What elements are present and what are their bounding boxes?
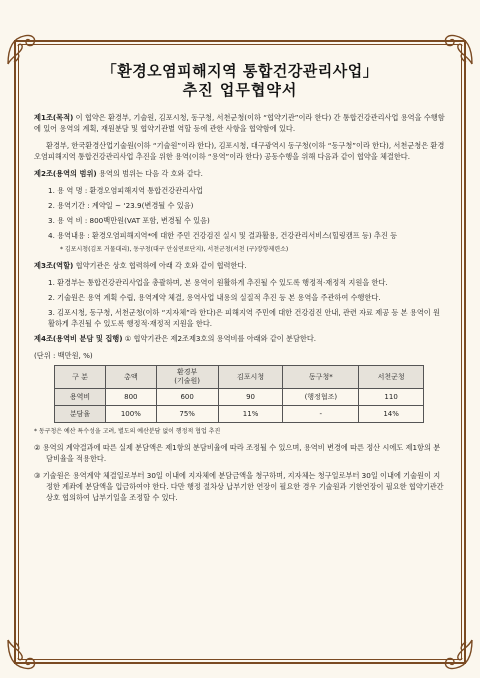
table-cell: -: [283, 406, 359, 423]
article-4-list: [34, 442, 446, 503]
column-header: 총액: [106, 366, 157, 389]
column-header: 동구청*: [283, 366, 359, 389]
article-3-list: [48, 277, 446, 329]
article-1-text: 이 협약은 환경부, 기술원, 김포시청, 동구청, 서천군청(이하 “협약기관”이라 한다) 간 통합건강관리사업 용역을 수행함에 있어 용역의 계획, 재원분담 및 협약기관별 역할 등에 관한 사항을 협약함에 있다.: [34, 113, 445, 133]
list-item: 2. 기술원은 용역 계획 수립, 용역계약 체결, 용역사업 내용의 실질적 추진 등 본 용역을 주관하여 수행한다.: [48, 293, 381, 302]
article-2-list: [48, 185, 446, 241]
article-3-heading: 제3조(역할): [34, 261, 74, 270]
table-row: [55, 389, 424, 406]
article-4-text: ① 협약기관은 제2조제3호의 용역비를 아래와 같이 분담한다.: [122, 334, 317, 343]
table-cell: 800: [106, 389, 157, 406]
article-4-heading: 제4조(용역비 분담 및 집행): [34, 334, 123, 343]
table-cell: 14%: [359, 406, 424, 423]
list-item: 3. 용 역 비 : 800백만원(VAT 포함, 변경될 수 있음): [48, 216, 210, 225]
list-item: ② 용역의 계약결과에 따른 실제 분담액은 제1항의 분담비율에 따라 조정될 수 있으며, 용역비 변경에 따른 정산 시에도 제1항의 분담비율을 적용한다.: [34, 443, 441, 463]
table-cell: 110: [359, 389, 424, 406]
corner-ornament-icon: [440, 638, 474, 672]
list-item: 2. 용역기간 : 계약일 ~ ‘23.9(변경될 수 있음): [48, 201, 194, 210]
footnote: * 동구청은 예산 특수성을 고려, 별도의 예산분담 없이 행정적 협업 추진: [34, 428, 221, 435]
unit-label: (단위 : 백만원, %): [34, 351, 93, 360]
article-2-text: 용역의 범위는 다음 각 호와 같다.: [96, 169, 203, 178]
table-header-row: [55, 366, 424, 389]
document-subtitle: 추진 업무협약서: [182, 81, 298, 99]
article-2: [34, 168, 446, 179]
list-item: 3. 김포시청, 동구청, 서천군청(이하 “지자체”라 한다)은 피해지역 주민에 대한 건강검진 안내, 관련 자료 제공 등 본 용역이 원활하게 추진될 수 있도록 행정적·재정적 지원을 한다.: [48, 308, 440, 328]
table-row: [55, 406, 424, 423]
list-item: 1. 용 역 명 : 환경오염피해지역 통합건강관리사업: [48, 186, 203, 195]
article-2-heading: 제2조(용역의 범위): [34, 169, 97, 178]
corner-ornament-icon: [6, 638, 40, 672]
list-item: ③ 기술원은 용역계약 체결일로부터 30일 이내에 지자체에 분담금액을 청구하며, 지자체는 청구일로부터 30일 이내에 기술원이 지정한 계좌에 분담액을 입금하여야 한다. 다만 행정 절차상 납부기한 연장이 필요한 경우 기술원과 기한연장이 필요한 협약기관간 상호 협의하여 납부기일을 조정할 수 있다.: [34, 471, 444, 502]
budget-table: [54, 365, 424, 423]
table-cell: 11%: [218, 406, 283, 423]
footnote: * 김포시청(김포 거물대리), 동구청(대구 안심연료단지), 서천군청(서천 (구)장항제련소): [60, 246, 289, 253]
column-header: 환경부 (기술원): [156, 366, 218, 389]
list-item: 4. 용역내용 : 환경오염피해지역*에 대한 주민 건강검진 실시 및 결과활용, 건강관리서비스(힐링캠프 등) 추진 등: [48, 231, 398, 240]
document-title: 「환경오염피해지역 통합건강관리사업」: [101, 62, 379, 80]
article-1-heading: 제1조(목적): [34, 113, 74, 122]
table-cell: 용역비: [55, 389, 106, 406]
table-cell: 600: [156, 389, 218, 406]
article-3-text: 협약기관은 상호 협력하에 아래 각 호와 같이 협력한다.: [73, 261, 247, 270]
table-cell: 75%: [156, 406, 218, 423]
table-cell: 90: [218, 389, 283, 406]
table-cell: 100%: [106, 406, 157, 423]
article-3: [34, 260, 446, 271]
document-body: [34, 52, 446, 509]
column-header: 김포시청: [218, 366, 283, 389]
table-cell: 분담율: [55, 406, 106, 423]
article-1: [34, 112, 446, 134]
column-header: 구 분: [55, 366, 106, 389]
column-header: 서천군청: [359, 366, 424, 389]
list-item: 1. 환경부는 통합건강관리사업을 총괄하며, 본 용역이 원활하게 추진될 수 있도록 행정적·재정적 지원을 한다.: [48, 278, 388, 287]
table-cell: (행정협조): [283, 389, 359, 406]
article-4: [34, 333, 446, 344]
preamble-paragraph: 환경부, 한국환경산업기술원(이하 “기술원”이라 한다), 김포시청, 대구광역시 동구청(이하 “동구청”이라 한다), 서천군청은 환경오염피해지역 통합건강관리사업 추진을 위한 용역(이하 “용역”이라 한다) 공동수행을 위해 다음과 같이 협약을 체결한다.: [34, 141, 445, 161]
